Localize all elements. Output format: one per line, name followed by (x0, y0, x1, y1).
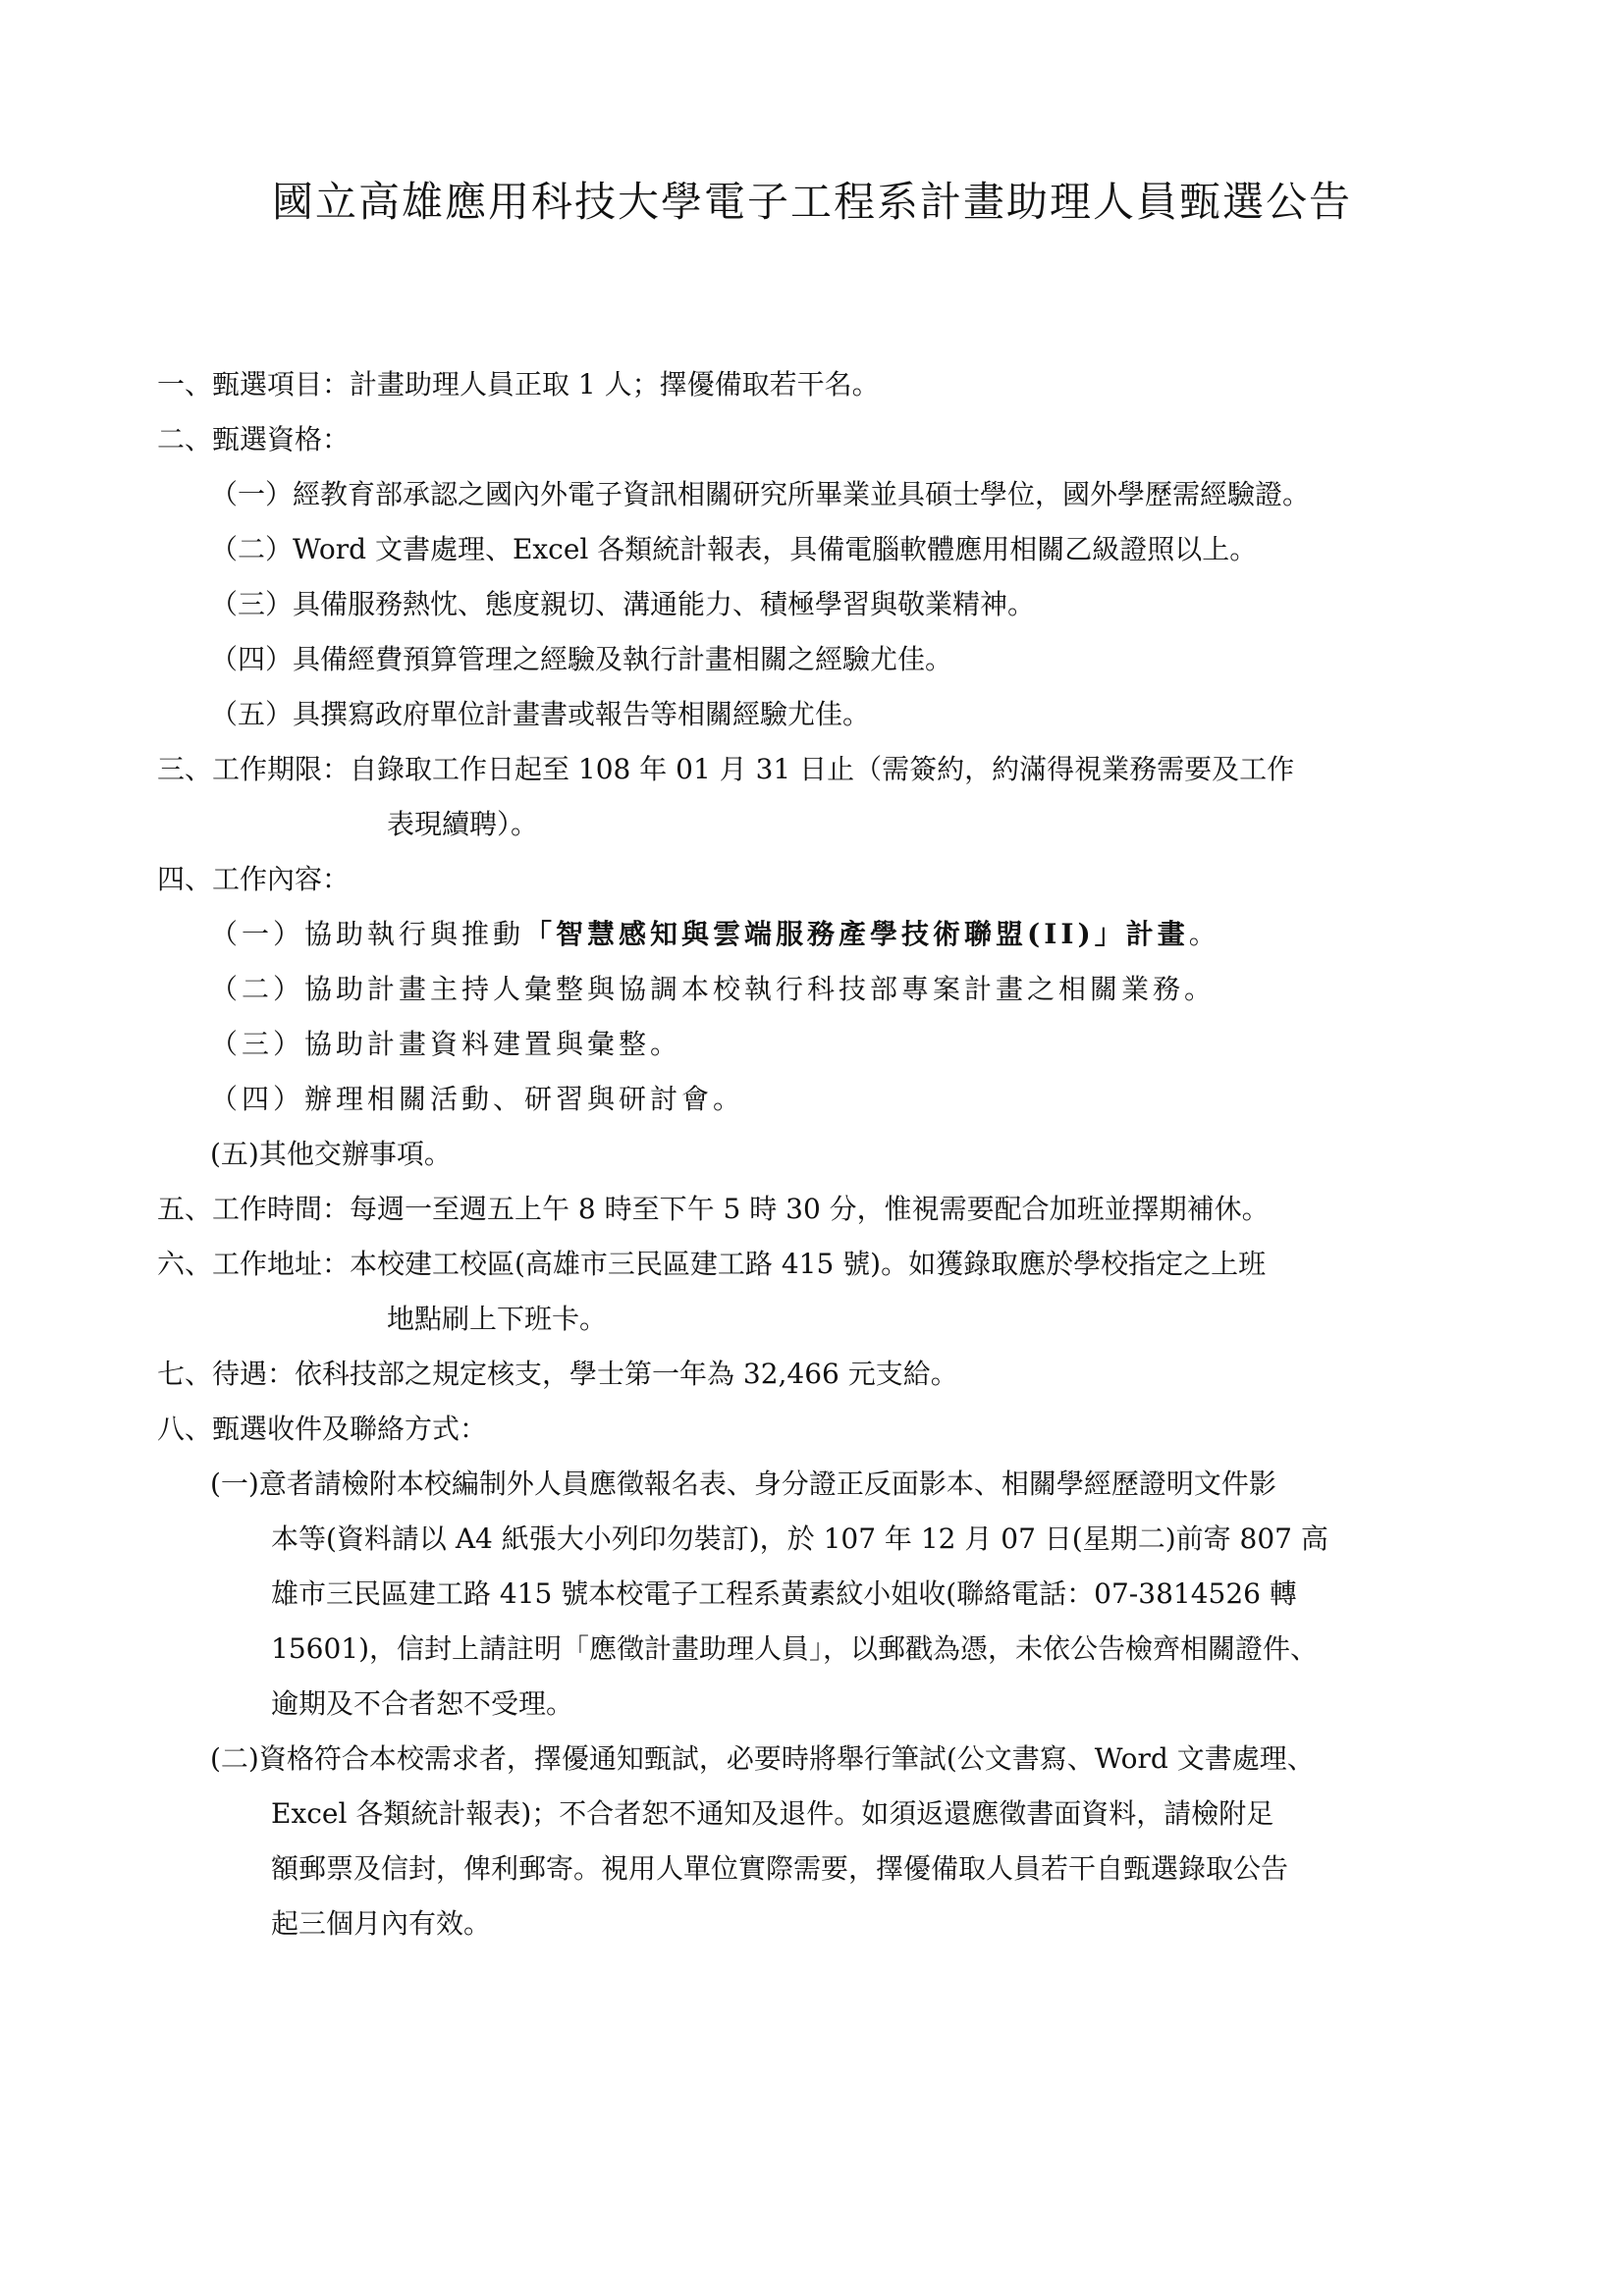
section-2-item-4: （四）具備經費預算管理之經驗及執行計畫相關之經驗尤佳。 (210, 643, 953, 675)
section-3-heading: 三、工作期限：自錄取工作日起至 108 年 01 月 31 日止（需簽約，約滿得視業務需要及工作 (157, 753, 1295, 785)
section-4-item-1 (210, 915, 1220, 954)
section-8-item-2-line-1: (二)資格符合本校需求者，擇優通知甄試，必要時將舉行筆試(公文書寫、Word 文書處理、 (210, 1742, 1315, 1775)
section-1-heading: 一、甄選項目：計畫助理人員正取 1 人；擇優備取若干名。 (157, 368, 880, 400)
section-2-item-1: （一）經教育部承認之國內外電子資訊相關研究所畢業並具碩士學位，國外學歷需經驗證。 (210, 478, 1311, 510)
section-8-item-2-line-4: 起三個月內有效。 (271, 1907, 492, 1940)
section-8-item-1-line-3: 雄市三民區建工路 415 號本校電子工程系黃素紋小姐收(聯絡電話：07-3814526 轉 (271, 1577, 1297, 1610)
section-7-heading: 七、待遇：依科技部之規定核支，學士第一年為 32,466 元支給。 (157, 1358, 958, 1390)
project-name: 「智慧感知與雲端服務產學技術聯盟(II)」計畫 (524, 918, 1189, 950)
section-8-item-2-line-2: Excel 各類統計報表)；不合者恕不通知及退件。如須返還應徵書面資料，請檢附足 (271, 1797, 1274, 1830)
section-2-item-3: （三）具備服務熱忱、態度親切、溝通能力、積極學習與敬業精神。 (210, 588, 1036, 620)
section-8-item-1-line-2: 本等(資料請以 A4 紙張大小列印勿裝訂)，於 107 年 12 月 07 日(星期二)前寄 807 高 (271, 1522, 1328, 1555)
section-4-item-1-prefix: （一）協助執行與推動 (210, 918, 525, 950)
section-2-heading: 二、甄選資格： (157, 423, 351, 455)
section-4-item-4: （四）辦理相關活動、研習與研討會。 (210, 1083, 745, 1115)
section-2-item-2: （二）Word 文書處理、Excel 各類統計報表，具備電腦軟體應用相關乙級證照以上。 (210, 533, 1258, 565)
section-4-heading: 四、工作內容： (157, 863, 351, 895)
section-8-heading: 八、甄選收件及聯絡方式： (157, 1413, 488, 1445)
section-4-item-5: (五)其他交辦事項。 (210, 1138, 452, 1170)
section-8-item-2-line-3: 額郵票及信封，俾利郵寄。視用人單位實際需要，擇優備取人員若干自甄選錄取公告 (271, 1852, 1289, 1885)
section-3-continuation: 表現續聘）。 (387, 808, 539, 840)
section-6-continuation: 地點刷上下班卡。 (387, 1303, 608, 1335)
section-2-item-5: （五）具撰寫政府單位計畫書或報告等相關經驗尤佳。 (210, 698, 871, 730)
section-8-item-1-line-4: 15601)，信封上請註明「應徵計畫助理人員」，以郵戳為憑，未依公告檢齊相關證件、 (271, 1632, 1319, 1665)
section-4-item-2: （二）協助計畫主持人彙整與協調本校執行科技部專案計畫之相關業務。 (210, 973, 1217, 1005)
section-8-item-1-line-1: (一)意者請檢附本校編制外人員應徵報名表、身分證正反面影本、相關學經歷證明文件影 (210, 1468, 1276, 1500)
section-8-item-1-line-5: 逾期及不合者恕不受理。 (271, 1687, 574, 1720)
document-title: 國立高雄應用科技大學電子工程系計畫助理人員甄選公告 (271, 178, 1352, 226)
section-5-heading: 五、工作時間：每週一至週五上午 8 時至下午 5 時 30 分，惟視需要配合加班並擇期補休。 (157, 1193, 1270, 1225)
section-4-item-3: （三）協助計畫資料建置與彙整。 (210, 1028, 682, 1060)
section-4-item-1-suffix: 。 (1188, 918, 1220, 950)
section-6-heading: 六、工作地址：本校建工校區(高雄市三民區建工路 415 號)。如獲錄取應於學校指定之上班 (157, 1248, 1267, 1280)
